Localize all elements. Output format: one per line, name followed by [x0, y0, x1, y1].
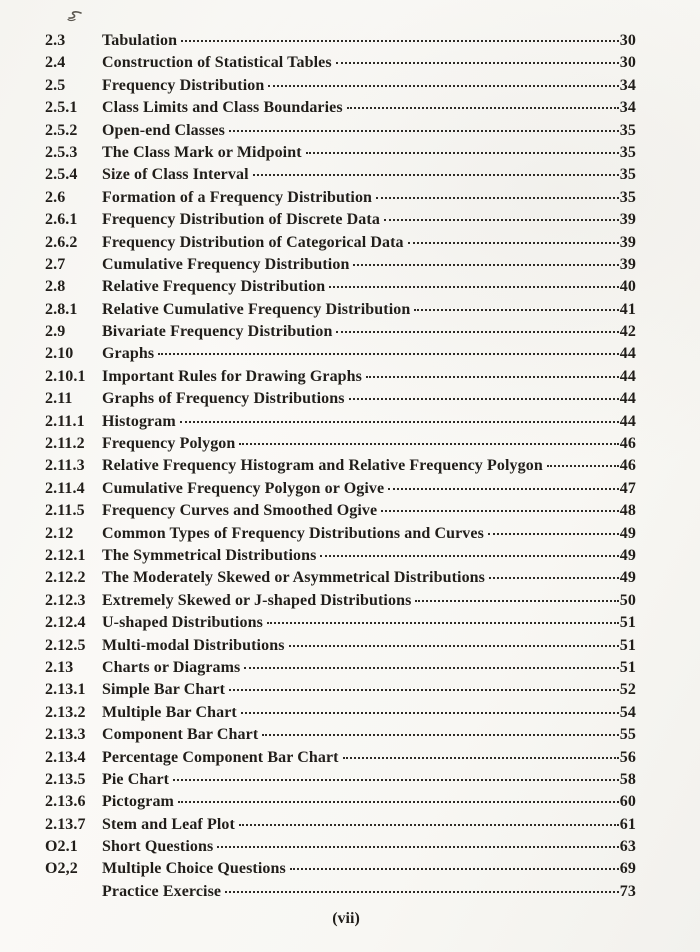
- toc-entry-title: Common Types of Frequency Distributions and Curves: [102, 524, 484, 542]
- toc-entry-page: 35: [619, 143, 636, 161]
- toc-entry-page: 30: [619, 54, 636, 72]
- toc-row: [45, 657, 636, 679]
- toc-row: [45, 343, 636, 365]
- toc-entry-page: 39: [619, 211, 636, 229]
- toc-entry-page: 42: [619, 323, 636, 341]
- toc-row: [45, 52, 636, 74]
- toc-row: [45, 881, 636, 903]
- toc-entry-title: Relative Frequency Histogram and Relative Frequency Polygon: [102, 457, 543, 475]
- toc-entry-page: 35: [619, 166, 636, 184]
- toc-entry-number: 2.6.1: [45, 211, 78, 229]
- toc-entry-number: 2.6.2: [45, 233, 78, 251]
- dot-leader: [489, 577, 619, 579]
- dot-leader: [225, 891, 619, 893]
- toc-entry-number: 2.11.2: [45, 435, 85, 453]
- toc-entry-title: Formation of a Frequency Distribution: [102, 188, 373, 206]
- toc-entry-page: 54: [619, 703, 636, 721]
- dot-leader: [488, 533, 619, 535]
- toc-entry-number: 2.10: [45, 345, 74, 363]
- dot-leader: [262, 734, 619, 736]
- toc-entry-number: 2.13.4: [45, 748, 86, 766]
- toc-entry-title: Frequency Distribution of Discrete Data: [102, 211, 380, 229]
- toc-row: [45, 724, 636, 746]
- toc-entry-page: 51: [619, 658, 636, 676]
- toc-entry-page: 51: [619, 614, 636, 632]
- toc-entry-title: Cumulative Frequency Polygon or Ogive: [102, 479, 385, 497]
- dot-leader: [239, 443, 618, 445]
- toc-entry-number: 2.10.1: [45, 367, 86, 385]
- toc-entry-number: 2.5.1: [45, 99, 78, 117]
- toc-entry-page: 73: [619, 882, 636, 900]
- toc-entry-title: Class Limits and Class Boundaries: [102, 99, 343, 117]
- page-number-footer: (vii): [332, 910, 360, 927]
- toc-entry-page: 51: [619, 636, 636, 654]
- toc-row: [45, 97, 636, 119]
- toc-entry-page: 48: [619, 502, 636, 520]
- dot-leader: [343, 757, 619, 759]
- toc-entry-page: 69: [619, 860, 636, 878]
- dot-leader: [253, 174, 619, 176]
- dot-leader: [217, 846, 619, 848]
- toc-entry-title: Tabulation: [102, 32, 178, 49]
- toc-entry-title: The Moderately Skewed or Asymmetrical Distributions: [102, 569, 485, 587]
- toc-entry-title: Cumulative Frequency Distribution: [102, 255, 350, 273]
- toc-entry-number: 2.6: [45, 188, 66, 206]
- toc-entry-title: U-shaped Distributions: [102, 614, 263, 632]
- toc-entry-title: Frequency Curves and Smoothed Ogive: [102, 502, 378, 520]
- toc-row: [45, 523, 636, 545]
- dot-leader: [376, 197, 619, 199]
- dot-leader: [267, 622, 619, 624]
- toc-entry-title: Graphs of Frequency Distributions: [102, 390, 345, 408]
- toc-entry-number: 2.13.3: [45, 726, 86, 744]
- dot-leader: [241, 712, 619, 714]
- toc-row: [45, 858, 636, 880]
- toc-entry-title: Component Bar Chart: [102, 726, 259, 744]
- dot-leader: [366, 376, 619, 378]
- toc-row: [45, 209, 636, 231]
- toc-row: [45, 747, 636, 769]
- toc-row: [45, 299, 636, 321]
- toc-entry-title: Size of Class Interval: [102, 166, 249, 184]
- toc-row: [45, 321, 636, 343]
- toc-row: [45, 276, 636, 298]
- toc-entry-number: 2.13.5: [45, 770, 86, 788]
- toc-entry-page: 35: [619, 121, 636, 139]
- toc-entry-page: 44: [619, 367, 636, 385]
- toc-row: [45, 455, 636, 477]
- toc-row: [45, 769, 636, 791]
- dot-leader: [244, 667, 618, 669]
- toc-entry-number: 2.12.3: [45, 591, 86, 609]
- table-of-contents: [45, 30, 636, 903]
- toc-row: [45, 500, 636, 522]
- toc-entry-page: 44: [619, 412, 636, 430]
- toc-entry-title: Pictogram: [102, 793, 174, 811]
- toc-entry-number: 2.11: [45, 390, 73, 408]
- toc-entry-number: 2.5: [45, 76, 66, 94]
- toc-row: [45, 142, 636, 164]
- toc-entry-page: 49: [619, 546, 636, 564]
- toc-entry-title: Stem and Leaf Plot: [102, 815, 235, 833]
- toc-entry-page: 52: [619, 681, 636, 699]
- toc-entry-page: 39: [619, 233, 636, 251]
- dot-leader: [329, 286, 619, 288]
- dot-leader: [388, 488, 619, 490]
- toc-entry-page: 47: [619, 479, 636, 497]
- toc-entry-number: O2.1: [45, 838, 78, 856]
- toc-entry-page: 34: [619, 76, 636, 94]
- toc-entry-title: Frequency Distribution: [102, 76, 265, 94]
- dot-leader: [180, 421, 619, 423]
- toc-entry-title: Multiple Choice Questions: [102, 860, 286, 878]
- dot-leader: [306, 152, 619, 154]
- dot-leader: [181, 40, 619, 42]
- toc-entry-page: 49: [619, 569, 636, 587]
- toc-entry-title: Charts or Diagrams: [102, 658, 241, 676]
- toc-entry-title: Pie Chart: [102, 770, 170, 788]
- toc-entry-page: 44: [619, 390, 636, 408]
- dot-leader: [349, 398, 619, 400]
- toc-entry-page: 41: [619, 300, 636, 318]
- dot-leader: [415, 600, 618, 602]
- toc-entry-page: 34: [619, 99, 636, 117]
- dot-leader: [336, 62, 619, 64]
- toc-entry-title: The Class Mark or Midpoint: [102, 143, 302, 161]
- dot-leader: [414, 309, 618, 311]
- toc-entry-number: 2.11.3: [45, 457, 85, 475]
- dot-leader: [381, 510, 619, 512]
- toc-entry-number: 2.12.2: [45, 569, 86, 587]
- dot-leader: [320, 555, 618, 557]
- toc-row: [45, 232, 636, 254]
- toc-entry-page: 50: [619, 591, 636, 609]
- toc-entry-number: 2.13: [45, 658, 74, 676]
- toc-entry-number: 2.5.2: [45, 121, 78, 139]
- toc-entry-number: 2.13.2: [45, 703, 86, 721]
- toc-entry-title: Relative Frequency Distribution: [102, 278, 326, 296]
- toc-entry-number: 2.8: [45, 278, 66, 296]
- toc-entry-title: Frequency Distribution of Categorical Data: [102, 233, 404, 251]
- toc-entry-page: 56: [619, 748, 636, 766]
- toc-entry-title: Practice Exercise: [102, 882, 222, 900]
- dot-leader: [547, 465, 619, 467]
- toc-entry-title: Open-end Classes: [102, 121, 225, 139]
- toc-entry-number: 2.11.1: [45, 412, 85, 430]
- toc-entry-number: 2.13.6: [45, 793, 86, 811]
- dot-leader: [229, 689, 619, 691]
- toc-row: [45, 30, 636, 52]
- dot-leader: [336, 331, 618, 333]
- toc-entry-title: Simple Bar Chart: [102, 681, 226, 699]
- toc-entry-page: 63: [619, 838, 636, 856]
- toc-entry-title: Percentage Component Bar Chart: [102, 748, 339, 766]
- toc-entry-number: 2.9: [45, 323, 66, 341]
- toc-row: [45, 836, 636, 858]
- toc-entry-page: 30: [619, 32, 636, 49]
- toc-entry-page: 55: [619, 726, 636, 744]
- toc-row: [45, 187, 636, 209]
- dot-leader: [158, 353, 619, 355]
- dot-leader: [384, 219, 619, 221]
- dot-leader: [408, 242, 619, 244]
- toc-entry-title: Frequency Polygon: [102, 435, 236, 453]
- dot-leader: [239, 824, 619, 826]
- toc-entry-page: 49: [619, 524, 636, 542]
- toc-entry-number: 2.8.1: [45, 300, 78, 318]
- toc-entry-number: 2.3: [45, 32, 66, 49]
- toc-entry-title: Extremely Skewed or J-shaped Distributions: [102, 591, 412, 609]
- toc-entry-number: 2.11.5: [45, 502, 85, 520]
- toc-entry-page: 58: [619, 770, 636, 788]
- toc-entry-number: 2.12: [45, 524, 74, 542]
- toc-entry-page: 44: [619, 345, 636, 363]
- toc-row: [45, 814, 636, 836]
- toc-entry-title: Short Questions: [102, 838, 214, 856]
- dot-leader: [268, 85, 618, 87]
- dot-leader: [173, 779, 619, 781]
- toc-row: [45, 679, 636, 701]
- toc-entry-title: Multi-modal Distributions: [102, 636, 285, 654]
- toc-row: [45, 164, 636, 186]
- toc-entry-page: 40: [619, 278, 636, 296]
- toc-entry-number: O2,2: [45, 860, 78, 878]
- toc-entry-number: 2.4: [45, 54, 66, 72]
- toc-entry-page: 60: [619, 793, 636, 811]
- toc-row: [45, 590, 636, 612]
- toc-entry-number: 2.13.7: [45, 815, 86, 833]
- toc-entry-page: 46: [619, 435, 636, 453]
- toc-entry-number: 2.13.1: [45, 681, 86, 699]
- toc-entry-title: Relative Cumulative Frequency Distribution: [102, 300, 411, 318]
- toc-entry-number: 2.5.4: [45, 166, 78, 184]
- toc-entry-title: Multiple Bar Chart: [102, 703, 237, 721]
- toc-entry-title: Histogram: [102, 412, 176, 430]
- pen-squiggle-mark: [64, 9, 86, 29]
- toc-entry-title: The Symmetrical Distributions: [102, 546, 317, 564]
- toc-row: [45, 433, 636, 455]
- toc-entry-number: 2.12.1: [45, 546, 86, 564]
- toc-row: [45, 545, 636, 567]
- toc-row: [45, 478, 636, 500]
- toc-entry-title: Construction of Statistical Tables: [102, 54, 332, 72]
- toc-entry-title: Important Rules for Drawing Graphs: [102, 367, 363, 385]
- toc-entry-page: 35: [619, 188, 636, 206]
- dot-leader: [347, 107, 619, 109]
- toc-row: [45, 567, 636, 589]
- dot-leader: [229, 130, 619, 132]
- toc-row: [45, 791, 636, 813]
- toc-row: [45, 635, 636, 657]
- toc-row: [45, 702, 636, 724]
- dot-leader: [289, 645, 619, 647]
- toc-entry-page: 39: [619, 255, 636, 273]
- dot-leader: [290, 868, 619, 870]
- dot-leader: [178, 801, 619, 803]
- toc-entry-number: 2.12.4: [45, 614, 86, 632]
- toc-row: [45, 411, 636, 433]
- toc-row: [45, 254, 636, 276]
- toc-entry-number: 2.11.4: [45, 479, 85, 497]
- toc-row: [45, 388, 636, 410]
- toc-entry-title: Bivariate Frequency Distribution: [102, 323, 333, 341]
- toc-entry-number: 2.7: [45, 255, 66, 273]
- toc-entry-title: Graphs: [102, 345, 155, 363]
- toc-row: [45, 75, 636, 97]
- toc-entry-page: 61: [619, 815, 636, 833]
- toc-row: [45, 366, 636, 388]
- toc-entry-number: 2.12.5: [45, 636, 86, 654]
- dot-leader: [353, 264, 618, 266]
- toc-entry-number: 2.5.3: [45, 143, 78, 161]
- toc-entry-page: 46: [619, 457, 636, 475]
- toc-row: [45, 612, 636, 634]
- toc-row: [45, 120, 636, 142]
